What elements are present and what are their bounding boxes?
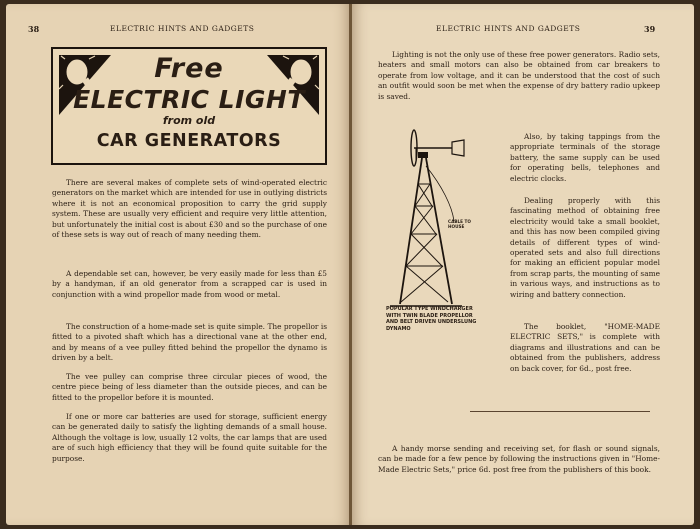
body-paragraph: The booklet, "HOME-MADE ELECTRIC SETS," is complete with diagrams and illustrations and can be obtained from the publishers, address on back cover, for 6d., post free. — [510, 322, 660, 373]
body-paragraph: A dependable set can, however, be very easily made for less than £5 by a handyman, if an old generator from a scrapped car is used in conjunction with a wind propellor made from wood or metal. — [52, 269, 327, 299]
figure-label-cable: CABLE TO HOUSE — [448, 219, 471, 229]
title-from-old: from old — [162, 114, 216, 127]
body-paragraph: There are several makes of complete sets of wind-operated electric generators on the market which are intended for use in outlying districts where it is not an economical proposition to carry the grid supply system. These are usually very efficient and require very little attention, but unfortunately the initial cost is about £30 and so the purchase of one of these sets is way out of reach of many needing them. — [52, 178, 327, 240]
body-paragraph: The vee pulley can comprise three circular pieces of wood, the centre piece being of less diameter than the outside pieces, and can be fitted to the propellor before it is mounted. — [52, 372, 327, 402]
page-number: 39 — [644, 24, 656, 34]
running-head: ELECTRIC HINTS AND GADGETS — [110, 24, 255, 33]
figure-caption: POPULAR TYPE WINDCHARGER WITH TWIN BLADE PROPELLOR AND BELT DRIVEN UNDERSLUNG DYNAMO — [386, 306, 477, 332]
body-paragraph: If one or more car batteries are used for storage, sufficient energy can be generated daily to satisfy the lighting demands of a small house. Although the voltage is low, usually 12 volts, the car lamps that are used are of such high efficiency that they will be found quite suitable for the purpose. — [52, 412, 327, 463]
intro-paragraph: Lighting is not the only use of these free power generators. Radio sets, heaters and small motors can also be obtained from car breakers to operate from low voltage, and it can be understood that the cost of such an outfit would soon be met when the expense of dry battery radio upkeep is saved. — [378, 50, 660, 101]
body-paragraph: The construction of a home-made set is quite simple. The propellor is fitted to a pivoted shaft which has a directional vane at the other end, and by means of a vee pulley fitted behind the propellor the dynamo is driven by a belt. — [52, 322, 327, 363]
right-page — [352, 4, 694, 525]
section-divider — [470, 411, 650, 412]
body-paragraph: Also, by taking tappings from the appropriate terminals of the storage battery, the same supply can be used for operating bells, telephones and electric clocks. — [510, 132, 660, 183]
title-car-generators: CAR GENERATORS — [96, 131, 282, 151]
title-panel — [51, 47, 327, 165]
title-free: Free — [154, 53, 224, 84]
footer-note: A handy morse sending and receiving set, for flash or sound signals, can be made for a few pence by following the instructions given in "Home-Made Electric Sets," price 6d. post free from the publishers of this book. — [378, 444, 660, 474]
running-head: ELECTRIC HINTS AND GADGETS — [436, 24, 581, 33]
page-number: 38 — [28, 24, 40, 34]
left-page — [6, 4, 350, 525]
title-electric-light: ELECTRIC LIGHT — [73, 85, 305, 114]
body-paragraph: Dealing properly with this fascinating method of obtaining free electricity would take a small booklet, and this has now been compiled giving details of different types of wind-operated sets and also full directions for making an efficient popular model from scrap parts, the mounting of same in various ways, and instructions as to wiring and battery connection. — [510, 196, 660, 299]
